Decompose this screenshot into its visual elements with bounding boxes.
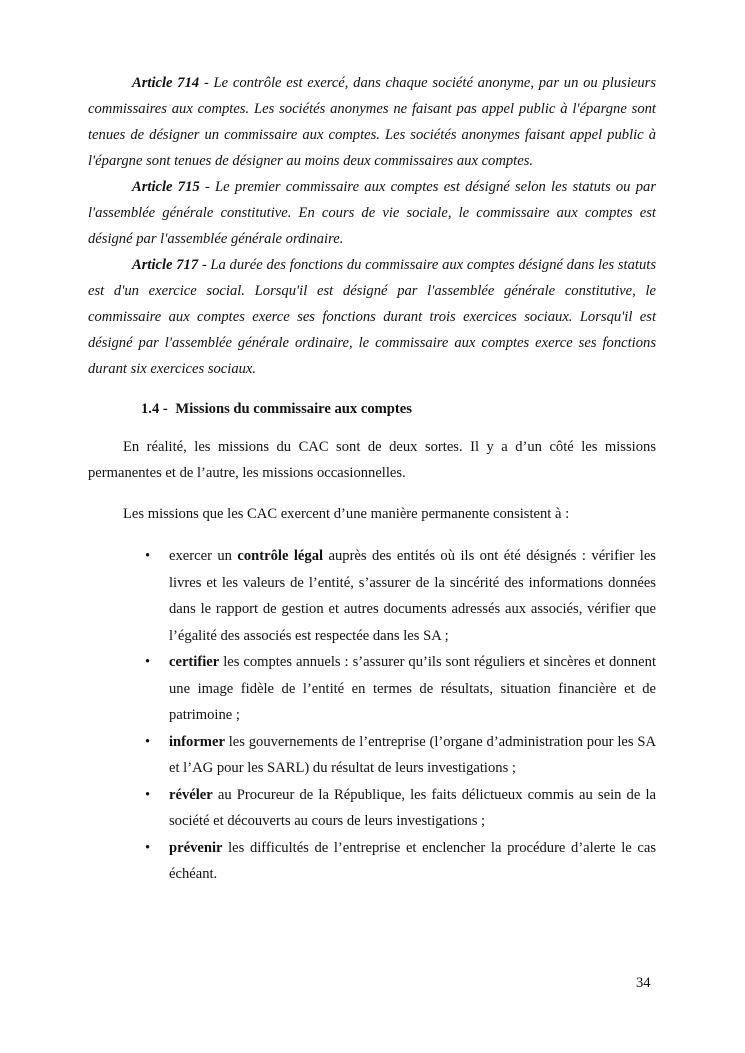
- list-item: [88, 782, 656, 835]
- item-text-after: les gouvernements de l’entreprise (l’organe d’administration pour les SA et l’AG pour les SARL) du résultat de leurs investigations ;: [169, 733, 656, 776]
- missions-intro-paragraph: Les missions que les CAC exercent d’une manière permanente consistent à :: [123, 506, 570, 522]
- item-keyword: prévenir: [169, 839, 223, 856]
- item-keyword: révéler: [169, 786, 213, 803]
- list-item: [88, 729, 656, 782]
- item-keyword: contrôle légal: [237, 548, 324, 564]
- article-text: - Le contrôle est exercé, dans chaque société anonyme, par un ou plusieurs commissaires aux comptes. Les sociétés anonymes ne faisant pas appel public à l'épargne sont tenues de désigner un commissaire aux comptes. Les sociétés anonymes faisant appel public à l'épargne sont tenues de désigner au moins deux commissaires aux comptes.: [88, 75, 657, 169]
- item-text-before: exercer un: [169, 548, 238, 564]
- article-label: Article 715: [132, 179, 200, 195]
- bullet-icon: •: [145, 548, 151, 564]
- intro-paragraph: En réalité, les missions du CAC sont de deux sortes. Il y a d’un côté les missions permanentes et de l’autre, les missions occasionnelles.: [88, 439, 656, 481]
- section-heading: [141, 396, 656, 422]
- article-715: [88, 174, 656, 252]
- article-text: - Le premier commissaire aux comptes est désigné selon les statuts ou par l'assemblée générale constitutive. En cours de vie sociale, le commissaire aux comptes est désigné par l'assemblée générale ordinaire.: [88, 179, 656, 247]
- article-714: [88, 70, 656, 174]
- section-number: 1.4 -: [141, 401, 168, 417]
- item-text-after: les comptes annuels : s’assurer qu’ils sont réguliers et sincères et donnent une image fidèle de l’entité en termes de résultats, situation financière et de patrimoine ;: [169, 654, 656, 723]
- page-number: 34: [636, 975, 651, 991]
- item-text-after: les difficultés de l’entreprise et enclencher la procédure d’alerte le cas échéant.: [169, 839, 656, 882]
- article-717: [88, 252, 656, 382]
- article-label: Article 714: [132, 75, 200, 91]
- bullet-icon: •: [145, 786, 151, 803]
- missions-list: [88, 543, 656, 888]
- bullet-icon: •: [145, 839, 151, 856]
- item-keyword: certifier: [169, 654, 220, 670]
- document-page: [88, 70, 656, 888]
- bullet-icon: •: [145, 654, 151, 670]
- bullet-icon: •: [145, 733, 151, 750]
- section-title: Missions du commissaire aux comptes: [175, 401, 412, 417]
- list-item: [88, 835, 656, 888]
- item-keyword: informer: [169, 733, 225, 750]
- list-item: [88, 649, 656, 729]
- list-item: [88, 543, 656, 649]
- article-label: Article 717: [132, 257, 199, 273]
- article-text: - La durée des fonctions du commissaire aux comptes désigné dans les statuts est d'un exercice social. Lorsqu'il est désigné par l'assemblée générale constitutive, le commissaire aux comptes exerce ses fonctions durant trois exercices sociaux. Lorsqu'il est désigné par l'assemblée générale ordinaire, le commissaire aux comptes exerce ses fonctions durant six exercices sociaux.: [88, 257, 656, 377]
- item-text-after: auprès des entités où ils ont été désignés : vérifier les livres et les valeurs de l’entité, s’assurer de la sincérité des informations données dans le rapport de gestion et autres documents adressés aux associés, vérifier que l’égalité des associés est respectée dans les SA ;: [169, 548, 656, 644]
- item-text-after: au Procureur de la République, les faits délictueux commis au sein de la société et découverts au cours de leurs investigations ;: [169, 786, 656, 829]
